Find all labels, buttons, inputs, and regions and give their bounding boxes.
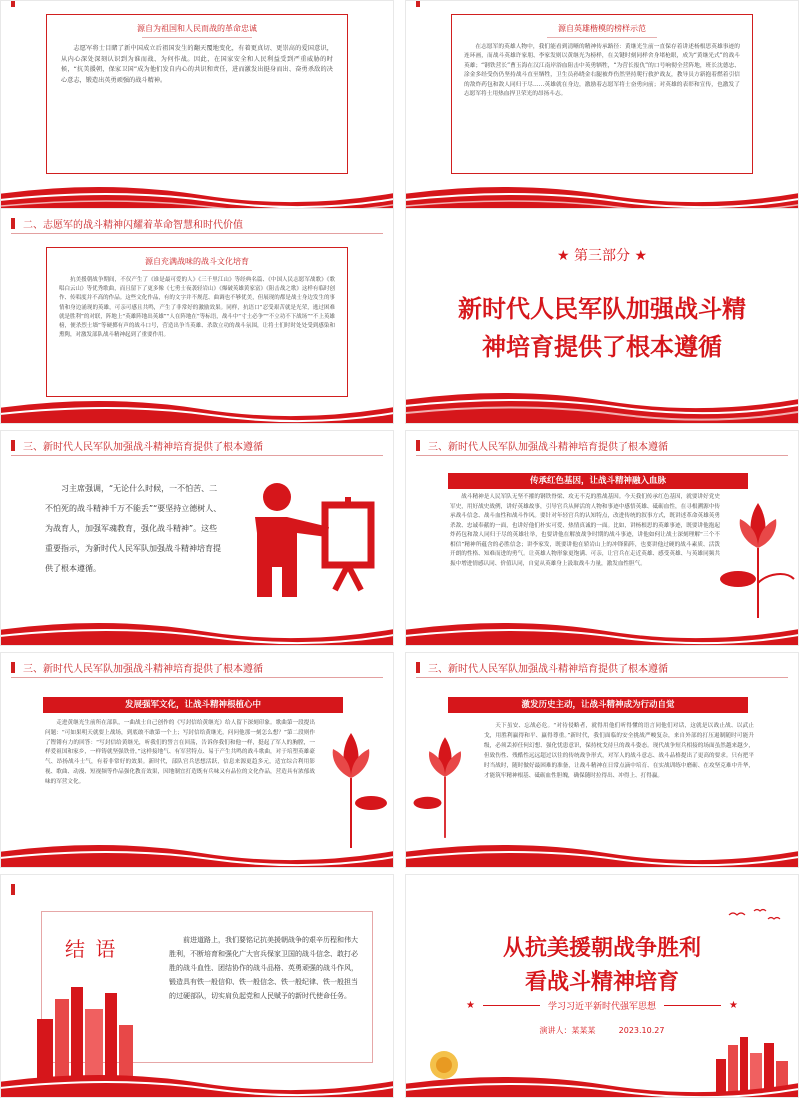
header-text: 三、新时代人民军队加强战斗精神培育提供了根本遵循	[23, 663, 263, 675]
header-marker	[416, 440, 420, 451]
birds-decoration	[724, 905, 784, 925]
slide-header	[416, 0, 428, 9]
part-label	[406, 245, 798, 265]
header-marker	[11, 884, 15, 895]
red-wave-decoration	[405, 181, 799, 210]
red-wave-decoration	[405, 617, 799, 646]
title-underline	[142, 270, 252, 271]
box-title: 源自英雄楷模的榜样示范	[558, 24, 646, 33]
header-text: 三、新时代人民军队加强战斗精神培育提供了根本遵循	[428, 441, 668, 453]
red-wave-decoration	[405, 1069, 799, 1098]
section-banner: 发展强军文化，让战斗精神根植心中	[43, 697, 343, 713]
speaker: 演讲人：某某某	[539, 1026, 596, 1035]
title-underline	[547, 37, 657, 38]
slide-1	[0, 0, 394, 210]
city-skyline-icon	[29, 979, 139, 1079]
box-title: 源自为祖国和人民而战的革命忠诚	[137, 24, 257, 33]
lotus-decoration	[410, 711, 480, 851]
red-wave-decoration	[0, 839, 394, 868]
conclusion-body: 前进道路上，我们要铭记抗美援朝战争的艰辛历程和伟大胜利，不断培育和强化广大官兵保家卫国的战斗信念、敢打必胜的战斗血性、团结协作的战斗品格、英勇顽强的战斗作风，锻造具有铁一般信仰、铁一般信念、铁一般纪律、铁一般担当的过硬部队，切实肩负起党和人民赋予的新时代使命任务。	[169, 936, 358, 1000]
cover-subtitle: 学习习近平新时代强军思想	[548, 1002, 657, 1012]
header-marker	[11, 218, 15, 229]
header-marker	[416, 662, 420, 673]
lotus-decoration	[718, 483, 798, 623]
header-text: 二、志愿军的战斗精神闪耀着革命智慧和时代价值	[23, 219, 243, 231]
header-divider	[416, 455, 788, 456]
box-body: 在志愿军的英雄人物中，我们能看到清晰的精神传承路径：黄继光生前一直保存着讲述杨根思英雄事迹的连环画，而战斗英雄许家朋、李家发则以黄继光为榜样，在关键时刻同样舍身堵枪眼，成为“黄继光式”的战斗英雄；“钢铁营长”曹玉海在汉江南岸浴血阻击中英勇牺牲，“为营长报仇”的口号响彻全营阵地，班长沈德忠、涂金多经受伤仍坚持战斗直至牺牲，卫生员孙晓金右腿被炸伤然坚持爬行救护战友，教导员方新抱着燃着引信的敌炸药包和敌人同归于尽……英雄就在身边，激励着志愿军将士奋勇向前；对英雄的表彰和宣传，也激发了志愿军将士用热血捍卫荣光的昂扬斗志。	[464, 44, 740, 98]
slide-2	[405, 0, 799, 210]
slide-9	[0, 874, 394, 1098]
header-marker	[11, 440, 15, 451]
section-title-line2: 神培育提供了根本遵循	[482, 333, 722, 361]
cover-title-line2: 看战斗精神培育	[524, 970, 679, 995]
lotus-decoration	[311, 713, 391, 853]
section-body: 天下虽安、忘战必危。“对待侵略者，就得用他们听得懂的语言同他们对话，这就是以战止战、以武止戈，用胜利赢得和平、赢得尊重。”新时代，我们面临的安全挑战严峻复杂，来自外部的打压遏制随时可能升级，必须丢掉任何幻想、强化忧患意识，保持枕戈待旦的战斗姿态。现代战争短兵相接的场面虽然越来越少，但致伤性、残酷性远远超过以往的传统战争形式，对军人的战斗意志、战斗品格提出了更高的要求。只有把平时当战时，随时做好最困难的准备，让战斗精神在日常点滴中培育、在实战训练中磨砺、在攻坚克难中升华，才能筑牢精神根基、砥砺血性胆魄，确保随时拉得出、冲得上、打得赢。	[484, 723, 754, 779]
title-underline	[142, 37, 252, 38]
slide-header	[11, 0, 23, 9]
star-icon: ★	[729, 1000, 739, 1011]
section-banner: 传承红色基因，让战斗精神融入血脉	[448, 473, 748, 489]
slide-4	[405, 208, 799, 424]
header-text: 三、新时代人民军队加强战斗精神培育提供了根本遵循	[23, 441, 263, 453]
slide-header	[11, 881, 23, 897]
star-icon: ★	[556, 248, 570, 264]
header-text: 三、新时代人民军队加强战斗精神培育提供了根本遵循	[428, 663, 668, 675]
slide-header	[11, 215, 243, 231]
red-wave-decoration	[405, 389, 799, 424]
header-divider	[416, 677, 788, 678]
box-body: 志愿军将士目睹了新中国成立后祖国发生的翻天覆地变化，有着更真切、更崇高的爱国意识，从内心深处深刻认识到为谁而战、为何作战。因此，在国家安全和人民利益受到严重威胁的时候，“抗美援朝，保家卫国”成为他们发自内心的共识和责任，进而激发出挺身而出、奋勇杀敌的决心意志，锻造出英勇顽强的战斗精神。	[61, 45, 333, 84]
red-wave-decoration	[0, 181, 394, 210]
red-wave-decoration	[405, 839, 799, 868]
box-title: 源自充满战味的战斗文化培育	[145, 257, 249, 266]
slide-6	[405, 430, 799, 646]
section-banner: 激发历史主动，让战斗精神成为行动自觉	[448, 697, 748, 713]
red-wave-decoration	[0, 617, 394, 646]
slide-5	[0, 430, 394, 646]
box-body: 抗美援朝战争期间，不仅产生了《谁是最可爱的人》《三千里江山》等经典名篇、《中国人民志愿军战歌》《歌唱白云山》等优秀歌曲，而且留下了更多像《七勇士夜袭轻岩山》《爆破英雄黄家富》《阻击战之歌》这样有临时创作、传唱度并不高的作品。这些文化作品，有的文字并不规范、曲调也不够优美，但展现的都是战士身边发生的事情和身边涌现的英雄，可亲可感且共鸣，产生了非常好的激励效果。同样，抗语口“忍受艰苦就是光荣，逃过困难就是胜利”的对联，阵地上“英雄阵地出英雄”“人在阵地在”等标语，战斗中“寸土必争”“不立功不下战场”“不上英雄榜，便杀烈士墙”等硬掷有声的战斗口号，营造出争当英雄、杀敌立功的战斗氛围，让将士们时时处处受到感染和熏陶，对激发部队战斗精神起到了重要作用。	[59, 277, 335, 339]
slide-7	[0, 652, 394, 868]
header-divider	[11, 677, 383, 678]
slide-header	[416, 659, 668, 675]
section-body: 战斗精神是人民军队无坚不摧的钢铁脊梁、攻无不克的胜战基因。今天我们传承红色基因，就要讲好党史军史，用好战史战例，讲好英雄故事，引导官兵从鲜活的人物和事迹中感悟英雄、砥砺血性，在寻根溯源中传承战斗信念、战斗血性和战斗作风。要针对年轻官兵的认知特点，改进传统的叙事方式，既讲述革命英雄英勇杀敌、忠诚奉献的一面，也讲好他们朴实可爱、热情真诚的一面。比如，讲杨根思的英雄事迹，既要讲他抱起炸药包和敌人同归于尽的英雄壮举，也要讲他在解放战争时期的战斗事迹，讲他如何让战士深刻理解“三个不相信”精神所蕴含的必胜信念；讲李家发，既要讲他在轿岩山上的冲锋陷阵，也要讲他过硬的战斗素质、活泼开朗的性格、知难而进的勇气。让英雄人物形象更饱满、可亲，让官兵在走近英雄、感受英雄、与英雄同频共振中增进情感认同、价值认同，自觉从英雄身上汲取战斗力量，激发血性胆气。	[450, 494, 720, 567]
conclusion-title: 结 语	[65, 937, 118, 961]
subtitle-divider	[483, 1005, 540, 1006]
slide-header	[416, 437, 668, 453]
slide-8	[405, 652, 799, 868]
header-marker	[416, 0, 420, 7]
slide-3	[0, 208, 394, 424]
red-wave-decoration	[0, 1069, 394, 1098]
content-box	[451, 14, 753, 174]
slide-header	[11, 437, 263, 453]
red-wave-decoration	[0, 395, 394, 424]
slide-header	[11, 659, 263, 675]
section-title-line1: 新时代人民军队加强战斗精	[458, 295, 746, 323]
star-icon: ★	[466, 1000, 475, 1011]
presenter-icon	[239, 475, 379, 605]
slide-10	[405, 874, 799, 1098]
date: 2023.10.27	[618, 1026, 665, 1035]
part-text: 第三部分	[574, 248, 630, 264]
content-box	[46, 14, 348, 174]
header-divider	[11, 455, 383, 456]
content-box	[46, 247, 348, 397]
header-marker	[11, 662, 15, 673]
section-body: 走进黄继光生前所在部队，一曲战士自己创作的《写封信给黄继光》给人留下深刻印象。歌曲第一段提出问题：“可如果明天就要上战场，到底敢不敢第一个上；写封信给黄继光，问问他那一刻怎么想？”第二段则作了铿锵有力的回答：“写封信给黄继光，听我们的誓言在回荡，告诉你我们和他一样，挺起了军人的胸膛，一样爱祖国和家乡，一样铸就坚强铁骨，”这样接地气、有军营特点、易于产生共鸣的战斗歌曲，对于培塑英雄豪气、昂扬战斗士气，有着非常好的效果。新时代，部队官兵思想活跃，信息来源更趋多元，适宜综合利用影视、歌曲、动漫、短视频等作品强化教育效果，因地制宜打造既有兵味又有品位的文化作品，营造具有浓郁战味的军营文化。	[45, 720, 315, 785]
header-divider	[11, 233, 383, 234]
header-marker	[11, 0, 15, 7]
quote-text: 习主席强调，“无论什么时候，一不怕苦、二不怕死的战斗精神千万不能丢”“要坚持立德树人、为战育人，加强军魂教育，强化战斗精神”。这些重要指示，为新时代人民军队加强战斗精神培育提供了根本遵循。	[45, 484, 222, 573]
subtitle-divider	[664, 1005, 721, 1006]
star-icon: ★	[634, 248, 648, 264]
cover-title-line1: 从抗美援朝战争胜利	[502, 936, 701, 961]
subtitle-row	[466, 999, 738, 1012]
